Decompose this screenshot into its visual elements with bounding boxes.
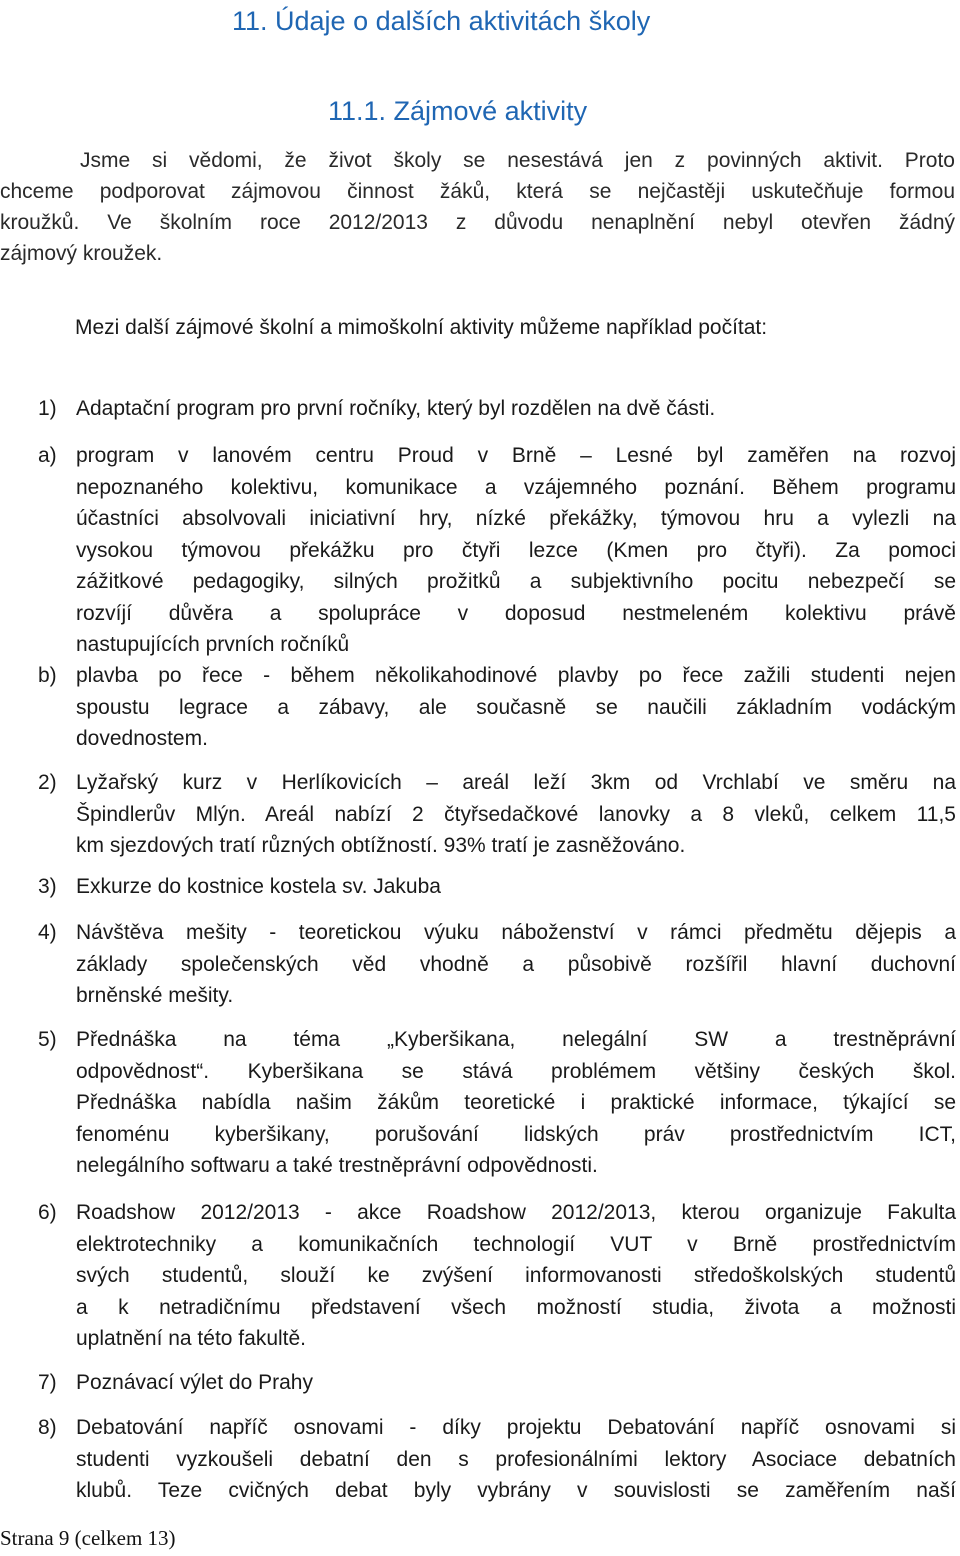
text-line: brněnské mešity. [76,984,234,1007]
list-item-text [76,871,956,903]
subsection-heading: 11.1. Zájmové aktivity [328,96,588,126]
text-line: Přednáška na téma „Kyberšikana, nelegální SW a trestněprávní [76,1028,956,1051]
text-line: nelegálního softwaru a také trestněprávní odpovědnosti. [76,1154,598,1177]
list-item-text [76,1024,956,1182]
text-line: plavba po řece - během několikahodinové plavby po řece zažili studenti nejen [76,664,956,687]
text-line: nepoznaného kolektivu, komunikace a vzájemného poznání. Během programu [76,475,956,499]
list-item-number: 1) [38,397,57,420]
text-line: svých studentů, slouží ke zvýšení informovanosti středoškolských studentů [76,1264,956,1287]
text-line: studenti vyzkoušeli debatní den s profesionálními lektory Asociace debatních [76,1447,956,1471]
text-line: km sjezdových tratí různých obtížností. 93% tratí je zasněžováno. [76,834,686,857]
text-line: program v lanovém centru Proud v Brně – Lesné byl zaměřen na rozvoj [76,444,956,467]
text-line: kroužků. Ve školním roce 2012/2013 z důvodu nenaplnění nebyl otevřen žádný [0,211,955,234]
list-item-number: 2) [38,771,57,794]
list-item-text [76,917,956,1012]
text-line: vysokou týmovou překážku pro čtyři lezce (Kmen pro čtyři). Za pomoci [76,538,956,562]
text-line: klubů. Teze cvičných debat byly vybrány v souvislosti se zaměřením naší [76,1479,956,1502]
text-line: Návštěva mešity - teoretickou výuku náboženství v rámci předmětu dějepis a [76,921,956,944]
text-line: základy společenských věd vhodně a působivě rozšířil hlavní duchovní [76,952,956,976]
text-line: Lyžařský kurz v Herlíkovicích – areál leží 3km od Vrchlabí ve směru na [76,771,956,794]
list-item-text [76,393,956,425]
text-line: účastníci absolvovali iniciativní hry, nízké překážky, týmovou hru a vylezli na [76,507,956,530]
text-line: Špindlerův Mlýn. Areál nabízí 2 čtyřsedačkové lanovky a 8 vleků, celkem 11,5 [76,802,956,826]
text-line: elektrotechniky a komunikačních technologií VUT v Brně prostřednictvím [76,1232,956,1256]
list-item-text [76,660,956,755]
text-line: zážitkové pedagogiky, silných prožitků a subjektivního pocitu nebezpečí se [76,570,956,593]
list-item-number: 6) [38,1201,57,1224]
list-item-text [76,767,956,862]
text-line: nastupujících prvních ročníků [76,633,350,656]
page-footer: Strana 9 (celkem 13) [0,1526,176,1550]
list-item-number: b) [38,664,57,687]
text-line: odpovědnost“. Kyberšikana se stává problémem většiny českých škol. [76,1059,956,1083]
activities-intro: Mezi další zájmové školní a mimoškolní aktivity můžeme například počítat: [75,316,768,339]
list-item-number: 7) [38,1371,57,1394]
intro-paragraph [0,145,955,269]
list-item-text [76,1367,956,1399]
text-line: Roadshow 2012/2013 - akce Roadshow 2012/2013, kterou organizuje Fakulta [76,1201,956,1224]
text-line: Přednáška nabídla našim žákům teoretické i praktické informace, týkající se [76,1091,956,1114]
text-line: dovednostem. [76,727,208,750]
list-item-text [76,440,956,661]
text-line: zájmový kroužek. [0,242,163,265]
list-item-number: 8) [38,1416,57,1439]
text-line: a k netradičnímu představení všech možností studia, života a možnosti [76,1295,956,1319]
text-line: spoustu legrace a zábavy, ale současně se naučili základním vodáckým [76,695,956,719]
list-item-number: 3) [38,875,57,898]
text-line: Poznávací výlet do Prahy [76,1371,313,1394]
list-item-number: a) [38,444,57,467]
list-item-text [76,1197,956,1355]
text-line: chceme podporovat zájmovou činnost žáků, která se nejčastěji uskutečňuje formou [0,180,955,203]
list-item-number: 4) [38,921,57,944]
list-item-number: 5) [38,1028,57,1051]
list-item-text [76,1412,956,1507]
text-line: Adaptační program pro první ročníky, který byl rozdělen na dvě části. [76,397,716,420]
text-line: Debatování napříč osnovami - díky projektu Debatování napříč osnovami si [76,1416,956,1439]
text-line: Jsme si vědomi, že život školy se nesestává jen z povinných aktivit. Proto [80,149,955,172]
text-line: Exkurze do kostnice kostela sv. Jakuba [76,875,441,898]
text-line: rozvíjí důvěra a spolupráce v doposud nestmeleném kolektivu právě [76,601,956,625]
section-heading: 11. Údaje o dalších aktivitách školy [232,6,651,36]
text-line: uplatnění na této fakultě. [76,1327,307,1350]
text-line: fenoménu kyberšikany, porušování lidských práv prostřednictvím ICT, [76,1122,956,1146]
